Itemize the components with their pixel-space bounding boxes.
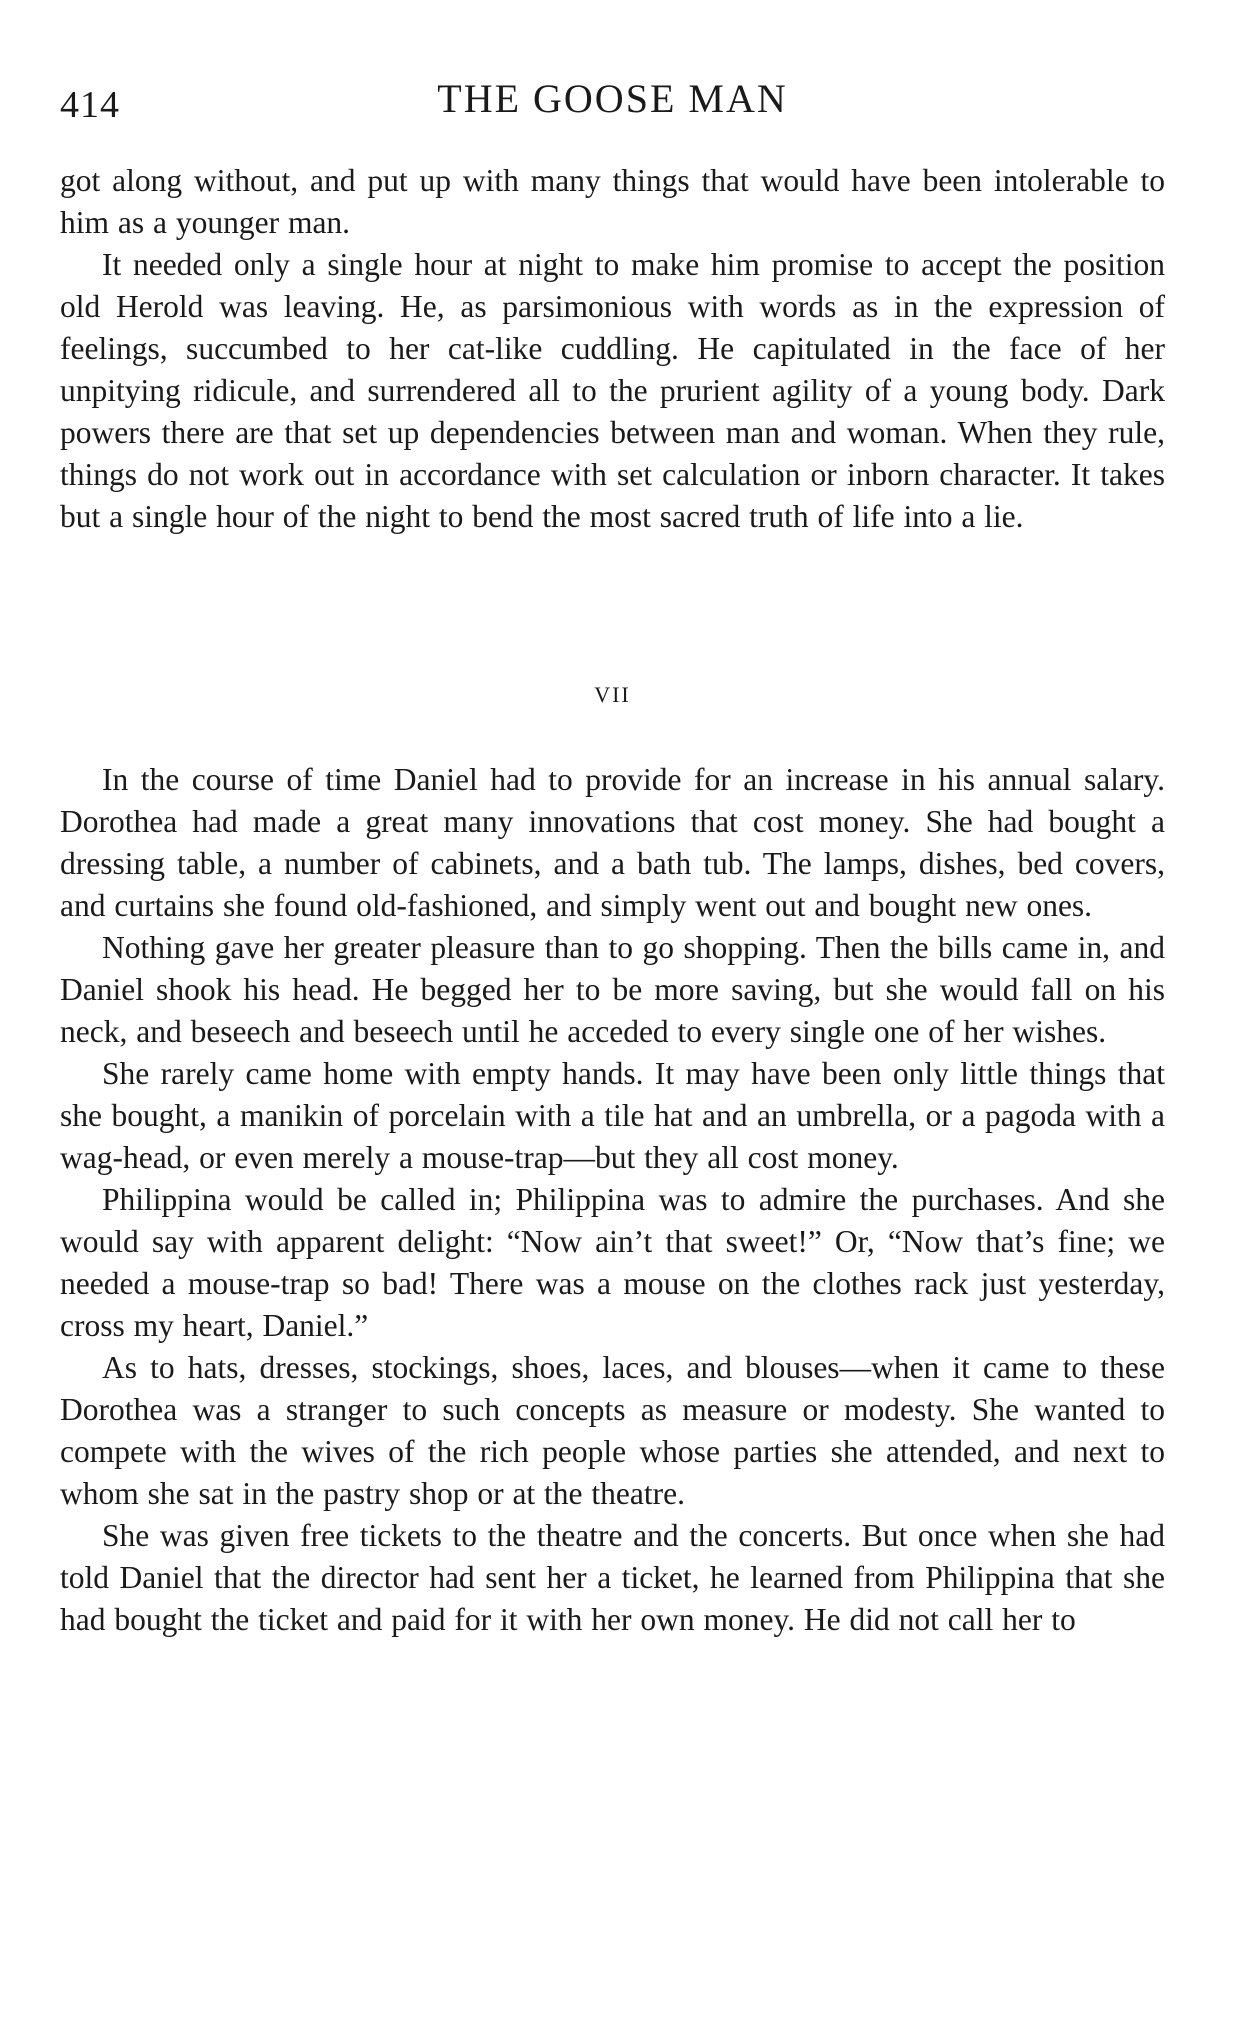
paragraph: She rarely came home with empty hands. It may have been only little things that she bought, a manikin of porcelain with a tile hat and an umbrella, or a pagoda with a wag-head, or even merely a mouse-trap—but they all cost money. [60,1056,1165,1175]
running-head [60,75,1165,135]
paragraph: In the course of time Daniel had to provide for an increase in his annual salary. Dorothea had made a great many innovations that cost money. She had bought a dressing table, a number of cabinets, and a bath tub. The lamps, dishes, bed covers, and curtains she found old-fashioned, and simply went out and bought new ones. [60,762,1165,923]
paragraph: got along without, and put up with many things that would have been intolerable to him as a younger man. [60,163,1165,240]
book-page [60,0,1165,2033]
text-block-before-section [60,160,1165,538]
book-title: THE GOOSE MAN [437,76,788,121]
section-numeral: VII [594,682,631,707]
paragraph: As to hats, dresses, stockings, shoes, laces, and blouses—when it came to these Dorothea was a stranger to such concepts as measure or modesty. She wanted to compete with the wives of the rich people whose parties she attended, and next to whom she sat in the pastry shop or at the theatre. [60,1350,1165,1511]
page-number: 414 [60,84,120,126]
paragraph: She was given free tickets to the theatre and the concerts. But once when she had told Daniel that the director had sent her a ticket, he learned from Philippina that she had bought the ticket and paid for it with her own money. He did not call her to [60,1518,1165,1637]
paragraph: Philippina would be called in; Philippina was to admire the purchases. And she would say with apparent delight: “Now ain’t that sweet!” Or, “Now that’s fine; we needed a mouse-trap so bad! There was a mouse on the clothes rack just yesterday, cross my heart, Daniel.” [60,1182,1165,1343]
paragraph: Nothing gave her greater pleasure than to go shopping. Then the bills came in, and Daniel shook his head. He begged her to be more saving, but she would fall on his neck, and beseech and beseech until he acceded to every single one of her wishes. [60,930,1165,1049]
text-block-section-vii [60,759,1165,1641]
paragraph: It needed only a single hour at night to make him promise to accept the position old Herold was leaving. He, as parsimonious with words as in the expression of feelings, succumbed to her cat-like cuddling. He capitulated in the face of her unpitying ridicule, and surrendered all to the prurient agility of a young body. Dark powers there are that set up dependencies between man and woman. When they rule, things do not work out in accordance with set calculation or inborn character. It takes but a single hour of the night to bend the most sacred truth of life into a lie. [60,247,1165,534]
